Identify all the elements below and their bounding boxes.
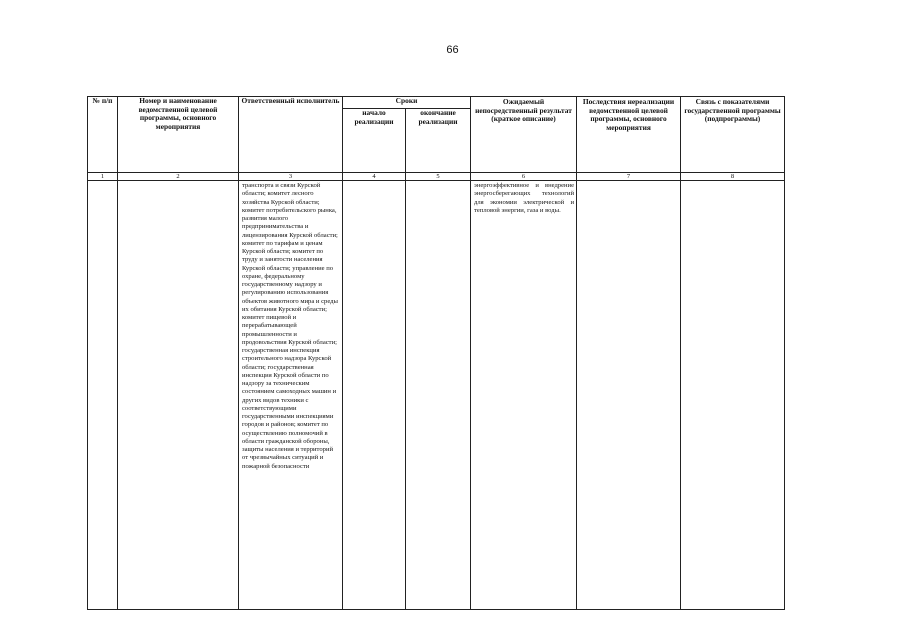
header-link: Связь с показателями государственной программы (подпрограммы) bbox=[681, 97, 785, 173]
column-number: 5 bbox=[406, 173, 471, 181]
header-result: Ожидаемый непосредственный результат (краткое описание) bbox=[471, 97, 577, 173]
column-number: 3 bbox=[239, 173, 343, 181]
header-consequences: Последствия нереализации ведомственной целевой программы, основного мероприятия bbox=[577, 97, 681, 173]
page-number: 66 bbox=[446, 44, 459, 56]
cell-start bbox=[343, 181, 406, 610]
header-start: начало реализации bbox=[343, 109, 406, 173]
header-terms: Сроки bbox=[343, 97, 471, 109]
column-number: 6 bbox=[471, 173, 577, 181]
column-number: 1 bbox=[88, 173, 118, 181]
column-number-row bbox=[88, 173, 785, 181]
header-end: окончание реализации bbox=[406, 109, 471, 173]
column-number: 8 bbox=[681, 173, 785, 181]
column-number: 2 bbox=[118, 173, 239, 181]
header-executor: Ответственный исполнитель bbox=[239, 97, 343, 173]
column-number: 4 bbox=[343, 173, 406, 181]
program-table bbox=[87, 96, 785, 610]
header-num: № п/п bbox=[88, 97, 118, 173]
cell-consequences bbox=[577, 181, 681, 610]
cell-program bbox=[118, 181, 239, 610]
cell-num bbox=[88, 181, 118, 610]
executor-text: транспорта и связи Курской области; комитет лесного хозяйства Курской области; комитет потребительского рынка, развития малого предпринимательства и лицензирования Курской области; комитет по тарифам и ценам Курской области; комитет по труду и занятости населения Курской области; управление по охране, федеральному государственному надзору и регулированию использования объектов животного мира и среды их обитания Курской области; комитет пищевой и перерабатывающей промышленности и продовольствия Курской области; государственная инспекция строительного надзора Курской области; государственная инспекция Курской области по надзору за техническим состоянием самоходных машин и других видов техники с соответствующими государственными инспекциями городов и районов; комитет по осуществлению полномочий в области гражданской обороны, защиты населения и территорий от чрезвычайных ситуаций и пожарной безопасности bbox=[242, 182, 338, 470]
result-text: энергоэффективное и внедрение энергосберегающих технологий для экономии электрической и тепловой энергии, газа и воды. bbox=[474, 182, 575, 214]
cell-end bbox=[406, 181, 471, 610]
cell-executor bbox=[239, 181, 343, 610]
column-number: 7 bbox=[577, 173, 681, 181]
cell-result bbox=[471, 181, 577, 610]
table-row bbox=[88, 181, 785, 610]
header-program: Номер и наименование ведомственной целевой программы, основного мероприятия bbox=[118, 97, 239, 173]
cell-link bbox=[681, 181, 785, 610]
